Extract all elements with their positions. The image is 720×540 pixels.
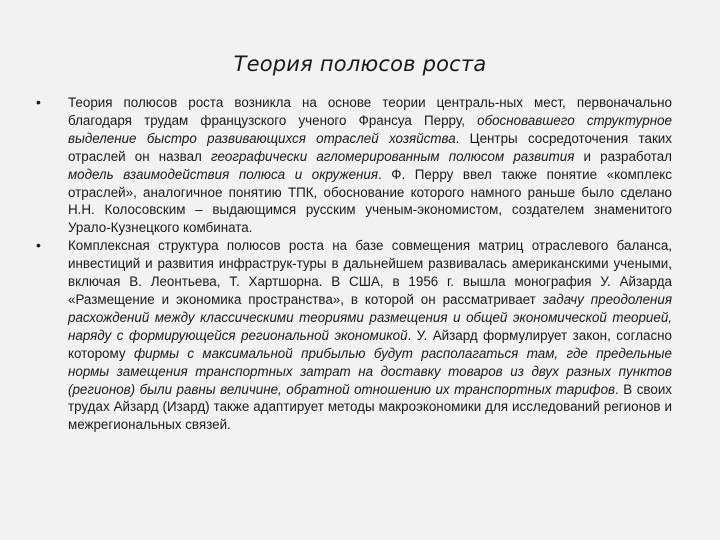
text-segment: . Ф. Перру ввел также понятие «комплекс отраслей», аналогичное понятию ТПК, обоснование которого намного раньше было сделано Н.Н. Колосовским – выдающимся русским ученым-экономистом, создателем знаменитого Урало-Кузнецкого комбината. <box>68 166 672 236</box>
slide-title: Теория полюсов роста <box>233 52 487 76</box>
bullet-paragraph <box>68 94 672 237</box>
italic-text-segment: фирмы с максимальной прибылью будут располагаться там, где предельные нормы замещения транспортных затрат на доставку товаров из двух разных пунктов (регионов) были равны величине, обратной отношению их транспортных тарифов <box>68 345 672 397</box>
text-segment: . Центры сосредоточения таких отраслей он назвал <box>68 130 672 164</box>
text-segment: Комплексная структура полюсов роста на базе совмещения матриц отраслевого баланса, инвестиций и развития инфраструк-туры в дальнейшем развивалась американскими учеными, включая В. Леонтьева, Т. Хартшорна. В США, в 1956 г. вышла монография У. Айзарда «Размещение и экономика пространства», в которой он рассматривает <box>68 238 672 307</box>
text-segment: и разработал <box>574 148 672 164</box>
text-segment: . В своих трудах Айзард (Изард) также адаптирует методы макроэкономики для исследований регионов и межрегиональных связей. <box>68 381 673 433</box>
italic-text-segment: задачу преодоления расхождений между классическими теориями размещения и общей экономической теорией, наряду с формирующейся региональной экономикой <box>68 291 672 343</box>
bullet-item <box>36 237 672 434</box>
italic-text-segment: обосновавшего структурное выделение быстро развивающихся отраслей хозяйства <box>68 112 672 146</box>
bullet-item <box>36 94 672 237</box>
bullet-dot-icon: • <box>36 94 41 110</box>
text-segment: Теория полюсов роста возникла на основе теории централь-ных мест, первоначально благодаря трудам французского ученого Франсуа Перру, <box>68 95 672 128</box>
bullet-dot-icon: • <box>36 237 41 254</box>
bullet-paragraph <box>68 237 672 434</box>
italic-text-segment: модель взаимодействия полюса и окружения <box>68 166 378 182</box>
bullet-list <box>36 94 672 434</box>
italic-text-segment: географически агломерированным полюсом развития <box>211 148 575 164</box>
text-segment: . У. Айзард формулирует закон, согласно которому <box>68 327 672 361</box>
